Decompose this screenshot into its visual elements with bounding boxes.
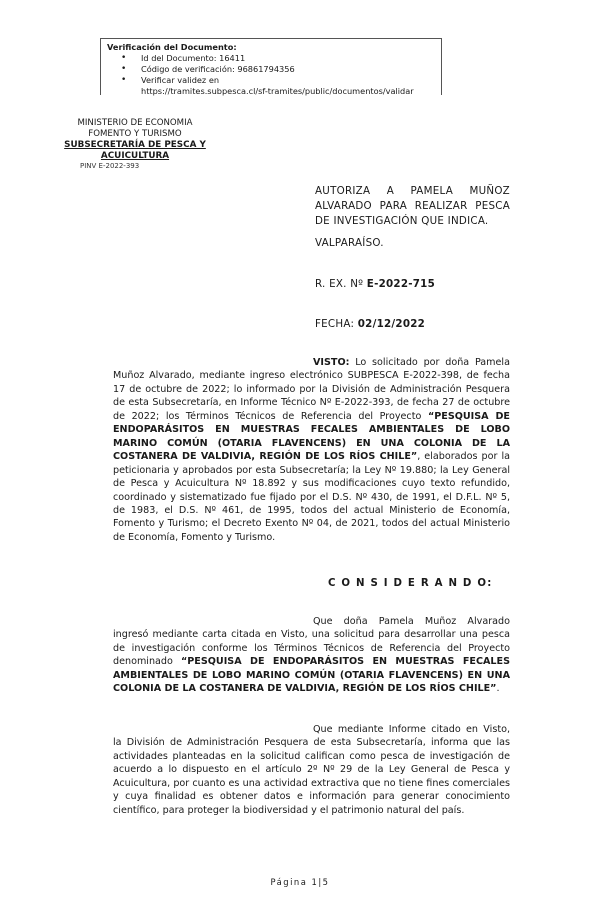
rex-label: R. EX. Nº xyxy=(315,278,364,290)
document-id: • Id del Documento: 16411 xyxy=(141,53,441,64)
visto-project: “PESQUISA DE ENDOPARÁSITOS EN MUESTRAS FECALES AMBIENTALES DE LOBO MARINO COMÚN (OTARIA FLAVENCENS) EN UNA COLONIA DE LA COSTANERA DE VALDIVIA, REGIÓN DE LOS RÍOS CHILE” xyxy=(113,410,510,463)
rex-number: E-2022-715 xyxy=(366,278,436,290)
visto-text-b: , elaborados por la peticionaria y aprobados por esta Subsecretaría; la Ley Nº 19.880; la Ley General de Pesca y Acuicultura Nº 18.892 y sus modificaciones cuyo texto refundido, coordinado y sistematizado fue fijado por el D.S. Nº 430, de 1991, el D.F.L. Nº 5, de 1983, el D.S. Nº 461, de 1995, todos del actual Ministerio de Economía, Fomento y Turismo; el Decreto Exento Nº 04, de 2021, todos del actual Ministerio de Economía, Fomento y Turismo. xyxy=(113,451,511,543)
visto-paragraph xyxy=(113,356,510,544)
subsecretaria-line2: ACUICULTURA xyxy=(100,151,170,161)
pinv-reference: PINV E-2022-393 xyxy=(80,162,140,170)
verification-list xyxy=(101,53,441,86)
ministry-line2: FOMENTO Y TURISMO xyxy=(88,129,182,139)
considerando-p1-text: Que doña Pamela Muñoz Alvarado ingresó mediante carta citada en Visto, una solicitud para desarrollar una pesca de investigación conforme los Términos Técnicos de Referencia del Proyecto denominado xyxy=(113,616,510,668)
page-footer: Página 1|5 xyxy=(270,877,330,887)
verification-box xyxy=(100,38,442,95)
visto-text-a: Lo solicitado por doña Pamela Muñoz Alvarado, mediante ingreso electrónico SUBPESCA E-2022-398, de fecha 17 de octubre de 2022; lo informado por la División de Administración Pesquera de esta Subsecretaría, en Informe Técnico Nº E-2022-393, de fecha 27 de octubre de 2022; los Términos Técnicos de Referencia del Proyecto xyxy=(113,357,510,422)
subsecretaria-line1: SUBSECRETARÍA DE PESCA Y xyxy=(64,140,206,150)
verification-code: • Código de verificación: 96861794356 xyxy=(141,64,441,75)
ministry-line1: MINISTERIO DE ECONOMIA xyxy=(77,118,193,128)
considerando-paragraph-1 xyxy=(113,615,510,696)
considerando-heading: C O N S I D E R A N D O: xyxy=(328,578,493,589)
date-value: 02/12/2022 xyxy=(357,318,426,330)
verification-title: Verificación del Documento: xyxy=(107,42,237,52)
verification-url[interactable]: https://tramites.subpesca.cl/sf-tramites/public/documentos/validar xyxy=(141,86,414,96)
ministry-header xyxy=(40,118,230,171)
considerando-p1-end: . xyxy=(496,683,500,695)
visto-label: VISTO: xyxy=(313,357,350,368)
date-label: FECHA: xyxy=(315,318,355,330)
considerando-p1-project: “PESQUISA DE ENDOPARÁSITOS EN MUESTRAS FECALES AMBIENTALES DE LOBO MARINO COMÚN (OTARIA FLAVENCENS) EN UNA COLONIA DE LA COSTANERA DE VALDIVIA, REGIÓN DE LOS RÍOS CHILE” xyxy=(113,656,510,695)
resolution-city: VALPARAÍSO. xyxy=(315,237,384,249)
resolution-date xyxy=(315,317,510,332)
resolution-number xyxy=(315,277,510,292)
verify-validity: • Verificar validez en xyxy=(141,75,441,86)
considerando-p2-text: Que mediante Informe citado en Visto, la División de Administración Pesquera de esta Subsecretaría, informa que las actividades planteadas en la solicitud califican como pesca de investigación de acuerdo a lo dispuesto en el artículo 2º Nº 29 de la Ley General de Pesca y Acuicultura, por cuanto es una actividad extractiva que no tiene fines comerciales y cuya finalidad es obtener datos e información para generar conocimiento científico, para proteger la biodiversidad y el patrimonio natural del país. xyxy=(113,724,510,816)
considerando-paragraph-2 xyxy=(113,723,510,817)
resolution-subject: AUTORIZA A PAMELA MUÑOZ ALVARADO PARA REALIZAR PESCA DE INVESTIGACIÓN QUE INDICA. xyxy=(315,185,510,227)
